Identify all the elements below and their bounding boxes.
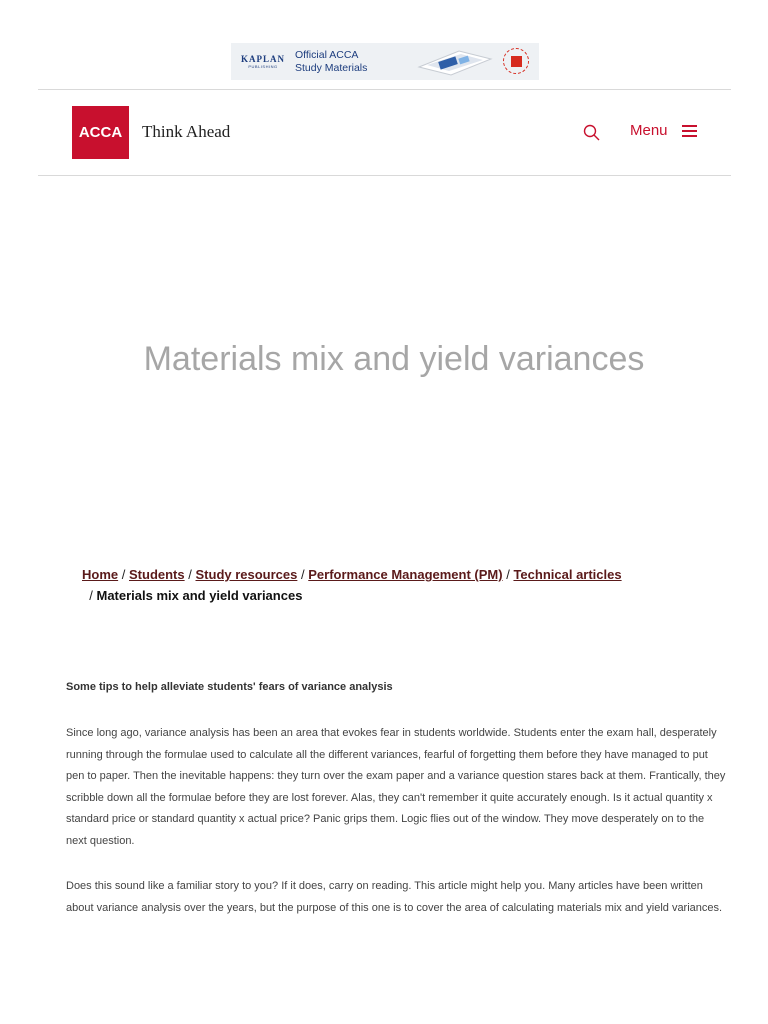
- header-bottom-divider: [38, 175, 731, 176]
- breadcrumb-separator: /: [89, 588, 93, 603]
- breadcrumb-performance-management[interactable]: Performance Management (PM): [308, 567, 503, 582]
- breadcrumb-separator: /: [188, 567, 192, 582]
- breadcrumb-students[interactable]: Students: [129, 567, 185, 582]
- breadcrumb-separator: /: [121, 567, 126, 582]
- banner-line2: Study Materials: [295, 61, 368, 74]
- approved-content-seal: [503, 48, 529, 74]
- article-paragraph: Does this sound like a familiar story to you? If it does, carry on reading. This article might help you. Many articles have been written about variance analysis over the years, but the purpose of this one is to cover the area of calculating materials mix and yield variances.: [66, 880, 723, 914]
- tagline: Think Ahead: [142, 122, 231, 141]
- kaplan-ad-banner[interactable]: [231, 43, 539, 80]
- article-intro: Some tips to help alleviate students' fears of variance analysis: [66, 681, 393, 693]
- breadcrumb-separator: /: [506, 567, 510, 582]
- breadcrumb-home[interactable]: Home: [82, 567, 119, 582]
- breadcrumb-separator: /: [301, 567, 305, 582]
- page-title: Materials mix and yield variances: [143, 340, 645, 378]
- banner-line1: Official ACCA: [295, 48, 359, 61]
- acca-logo[interactable]: [72, 106, 129, 159]
- header-top-divider: [38, 89, 731, 90]
- breadcrumb-technical-articles[interactable]: Technical articles: [513, 567, 622, 582]
- kaplan-brand: KAPLAN: [241, 54, 285, 64]
- acca-logo-text: ACCA: [78, 124, 123, 141]
- study-books-image: [409, 45, 499, 78]
- article-paragraph: Since long ago, variance analysis has been an area that evokes fear in students worldwide. Students enter the exam hall, desperately running through the formulae used to calculate all the different variances, fearful of forgetting them before they have managed to put pen to paper. Then the inevitable happens: they turn over the exam paper and a variance question stares back at them. Frantically, they scribble down all the formulae before they are lost forever. Alas, they can't remember it quite accurately enough. Is it actual quantity x standard price or standard quantity x actual price? Panic grips them. Logic flies out of the window. They move desperately on to the next question.: [66, 727, 726, 847]
- banner-text: [295, 49, 367, 75]
- breadcrumb-study-resources[interactable]: Study resources: [195, 567, 298, 582]
- hamburger-icon[interactable]: [682, 125, 697, 137]
- search-icon[interactable]: [583, 124, 600, 141]
- breadcrumb-current: Materials mix and yield variances: [96, 588, 303, 603]
- menu-button[interactable]: Menu: [630, 122, 668, 139]
- kaplan-brand-sub: PUBLISHING: [248, 64, 278, 69]
- kaplan-logo: [241, 51, 285, 73]
- breadcrumb: [82, 564, 682, 606]
